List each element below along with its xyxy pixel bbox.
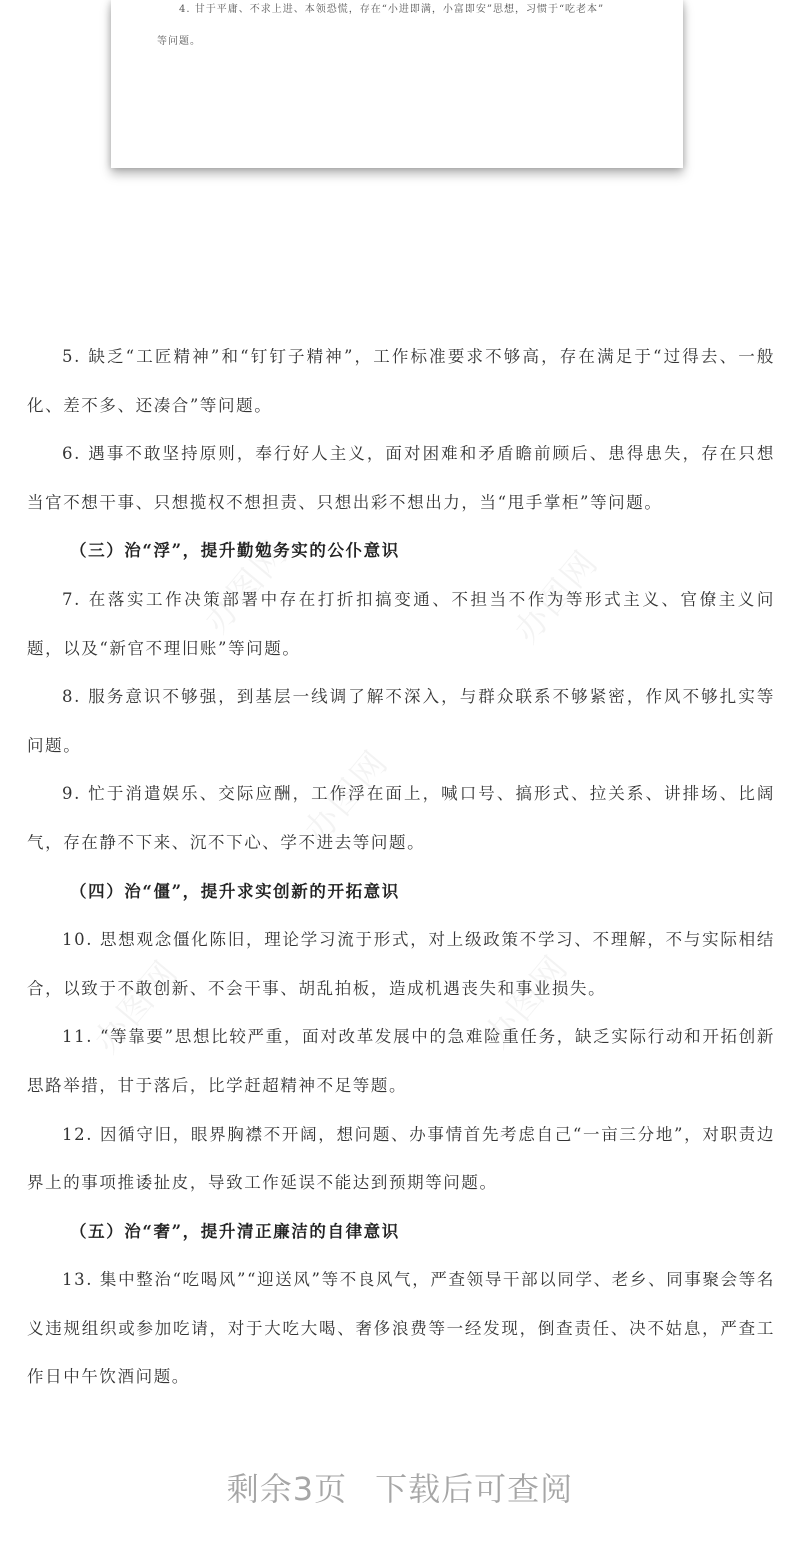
section-heading-4: （四）治“僵”，提升求实创新的开拓意识 bbox=[70, 881, 400, 901]
preview-text-line: 等问题。 bbox=[157, 36, 201, 47]
preview-page-card bbox=[111, 0, 683, 168]
paragraph-7: 7. 在落实工作决策部署中存在打折扣搞变通、不担当不作为等形式主义、官僚主义问题，以及“新官不理旧账”等问题。 bbox=[27, 589, 775, 658]
paragraph-13: 13. 集中整治“吃喝风”“迎送风”等不良风气，严查领导干部以同学、老乡、同事聚会等名义违规组织或参加吃请，对于大吃大喝、奢侈浪费等一经发现，倒查责任、决不姑息，严查工作日中午饮酒问题。 bbox=[27, 1270, 775, 1387]
remaining-pages-label: 剩余3页 bbox=[226, 1470, 348, 1508]
paragraph-10: 10. 思想观念僵化陈旧，理论学习流于形式，对上级政策不学习、不理解，不与实际相结合，以致于不敢创新、不会干事、胡乱拍板，造成机遇丧失和事业损失。 bbox=[27, 930, 775, 998]
paragraph-11: 11. “等靠要”思想比较严重，面对改革发展中的急难险重任务，缺乏实际行动和开拓创新思路举措，甘于落后，比学赶超精神不足等题。 bbox=[27, 1027, 775, 1095]
paragraph-12: 12. 因循守旧，眼界胸襟不开阔，想问题、办事情首先考虑自己“一亩三分地”，对职责边界上的事项推诿扯皮，导致工作延误不能达到预期等问题。 bbox=[27, 1124, 775, 1193]
download-to-view-label: 下载后可查阅 bbox=[375, 1470, 574, 1508]
paragraph-8: 8. 服务意识不够强，到基层一线调了解不深入，与群众联系不够紧密，作风不够扎实等问题。 bbox=[27, 687, 775, 755]
preview-text-line: 4. 甘于平庸、不求上进、本领恐慌，存在“小进即满，小富即安”思想，习惯于“吃老本” bbox=[179, 4, 605, 15]
document-body bbox=[27, 333, 775, 1402]
download-prompt[interactable] bbox=[0, 1464, 800, 1510]
paragraph-6: 6. 遇事不敢坚持原则，奉行好人主义，面对困难和矛盾瞻前顾后、患得患失，存在只想当官不想干事、只想揽权不想担责、只想出彩不想出力，当“甩手掌柜”等问题。 bbox=[27, 444, 775, 512]
paragraph-5: 5. 缺乏“工匠精神”和“钉钉子精神”，工作标准要求不够高，存在满足于“过得去、一般化、差不多、还凑合”等问题。 bbox=[27, 347, 775, 415]
section-heading-3: （三）治“浮”，提升勤勉务实的公仆意识 bbox=[70, 541, 400, 561]
paragraph-9: 9. 忙于消遣娱乐、交际应酬，工作浮在面上，喊口号、搞形式、拉关系、讲排场、比阔气，存在静不下来、沉不下心、学不进去等问题。 bbox=[27, 784, 775, 852]
section-heading-5: （五）治“奢”，提升清正廉洁的自律意识 bbox=[70, 1221, 400, 1241]
